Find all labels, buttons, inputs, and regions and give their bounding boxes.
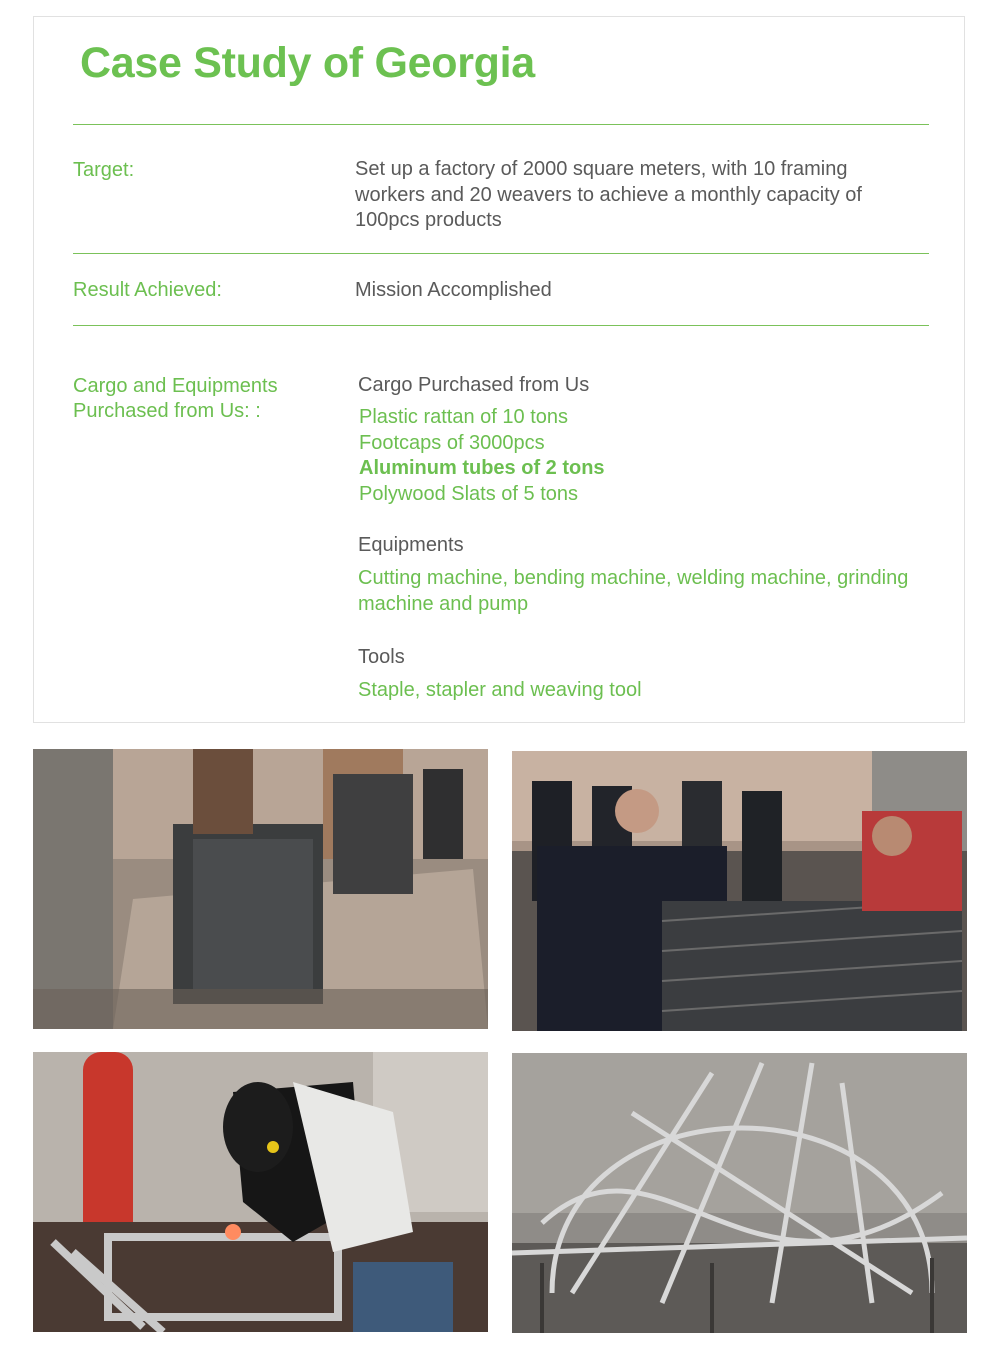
equipments-heading: Equipments	[358, 534, 464, 556]
welding-photo	[33, 1052, 488, 1332]
list-item: Aluminum tubes of 2 tons	[359, 457, 605, 480]
page-title: Case Study of Georgia	[80, 39, 535, 87]
result-value: Mission Accomplished	[355, 279, 552, 301]
divider	[73, 124, 929, 125]
target-value: Set up a factory of 2000 square meters, with 10 framing workers and 20 weavers to achieve a monthly capacity of 100pcs products	[355, 158, 862, 231]
tools-text: Staple, stapler and weaving tool	[358, 679, 642, 701]
case-study-card	[33, 16, 965, 723]
result-label: Result Achieved:	[73, 279, 222, 301]
cargo-heading: Cargo Purchased from Us	[358, 374, 590, 396]
equipments-text: Cutting machine, bending machine, welding machine, grinding machine and pump	[358, 567, 909, 615]
list-item: Footcaps of 3000pcs	[359, 431, 545, 454]
divider	[73, 325, 929, 326]
tools-heading: Tools	[358, 646, 405, 668]
list-item: Polywood Slats of 5 tons	[359, 483, 579, 506]
cargo-label: Cargo and Equipments Purchased from Us: :	[73, 375, 278, 422]
workers-group-photo	[512, 751, 967, 1031]
aluminum-frame-photo	[512, 1053, 967, 1333]
workshop-weaving-photo	[33, 749, 488, 1029]
target-label: Target:	[73, 159, 135, 181]
cargo-list	[359, 405, 919, 508]
divider	[73, 253, 929, 254]
list-item: Plastic rattan of 10 tons	[359, 406, 569, 428]
